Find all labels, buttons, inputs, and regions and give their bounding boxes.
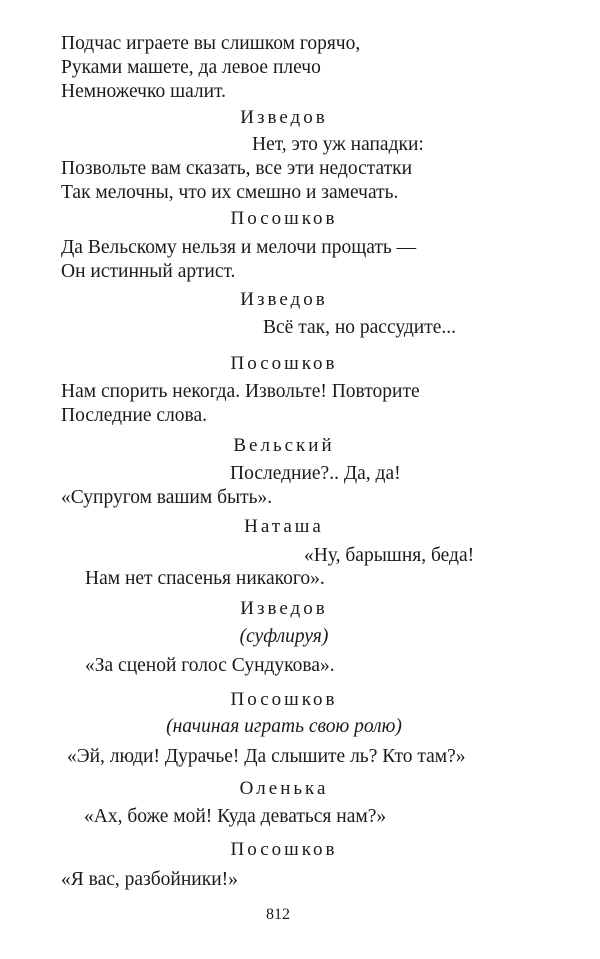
verse-line: «Ах, боже мой! Куда деваться нам?» bbox=[84, 806, 387, 827]
speaker-name: Посошков bbox=[230, 353, 338, 374]
verse-line: Да Вельскому нельзя и мелочи прощать — bbox=[61, 237, 417, 258]
stage-direction: (суфлируя) bbox=[239, 626, 329, 647]
speaker-name: Посошков bbox=[230, 208, 338, 229]
verse-line: «Эй, люди! Дурачье! Да слышите ль? Кто там?» bbox=[67, 746, 466, 767]
verse-line: Так мелочны, что их смешно и замечать. bbox=[61, 182, 399, 203]
verse-line: Подчас играете вы слишком горячо, bbox=[61, 33, 361, 54]
verse-line: Последние?.. Да, да! bbox=[230, 463, 401, 484]
speaker-name: Наташа bbox=[244, 516, 324, 537]
stage-direction: (начиная играть свою ролю) bbox=[166, 716, 402, 737]
verse-line: «Ну, барышня, беда! bbox=[304, 545, 475, 566]
speaker-name: Вельский bbox=[233, 435, 335, 456]
speaker-name: Изведов bbox=[240, 107, 328, 128]
verse-line: Всё так, но рассудите... bbox=[263, 317, 457, 338]
speaker-name: Изведов bbox=[240, 598, 328, 619]
speaker-name: Изведов bbox=[240, 289, 328, 310]
verse-line: Нам нет спасенья никакого». bbox=[85, 568, 325, 589]
verse-line: Нам спорить некогда. Извольте! Повторите bbox=[61, 381, 420, 402]
speaker-name: Оленька bbox=[239, 778, 329, 799]
verse-line: Нет, это уж нападки: bbox=[252, 134, 424, 155]
speaker-name: Посошков bbox=[230, 689, 338, 710]
verse-line: Немножечко шалит. bbox=[61, 81, 227, 102]
verse-line: «Супругом вашим быть». bbox=[61, 487, 273, 508]
verse-line: «За сценой голос Сундукова». bbox=[85, 655, 335, 676]
speaker-name: Посошков bbox=[230, 839, 338, 860]
verse-line: Позвольте вам сказать, все эти недостатки bbox=[61, 158, 413, 179]
verse-line: Руками машете, да левое плечо bbox=[61, 57, 321, 78]
verse-line: Последние слова. bbox=[61, 405, 208, 426]
verse-line: Он истинный артист. bbox=[61, 261, 236, 282]
verse-line: «Я вас, разбойники!» bbox=[61, 869, 238, 890]
page-number: 812 bbox=[266, 906, 290, 923]
